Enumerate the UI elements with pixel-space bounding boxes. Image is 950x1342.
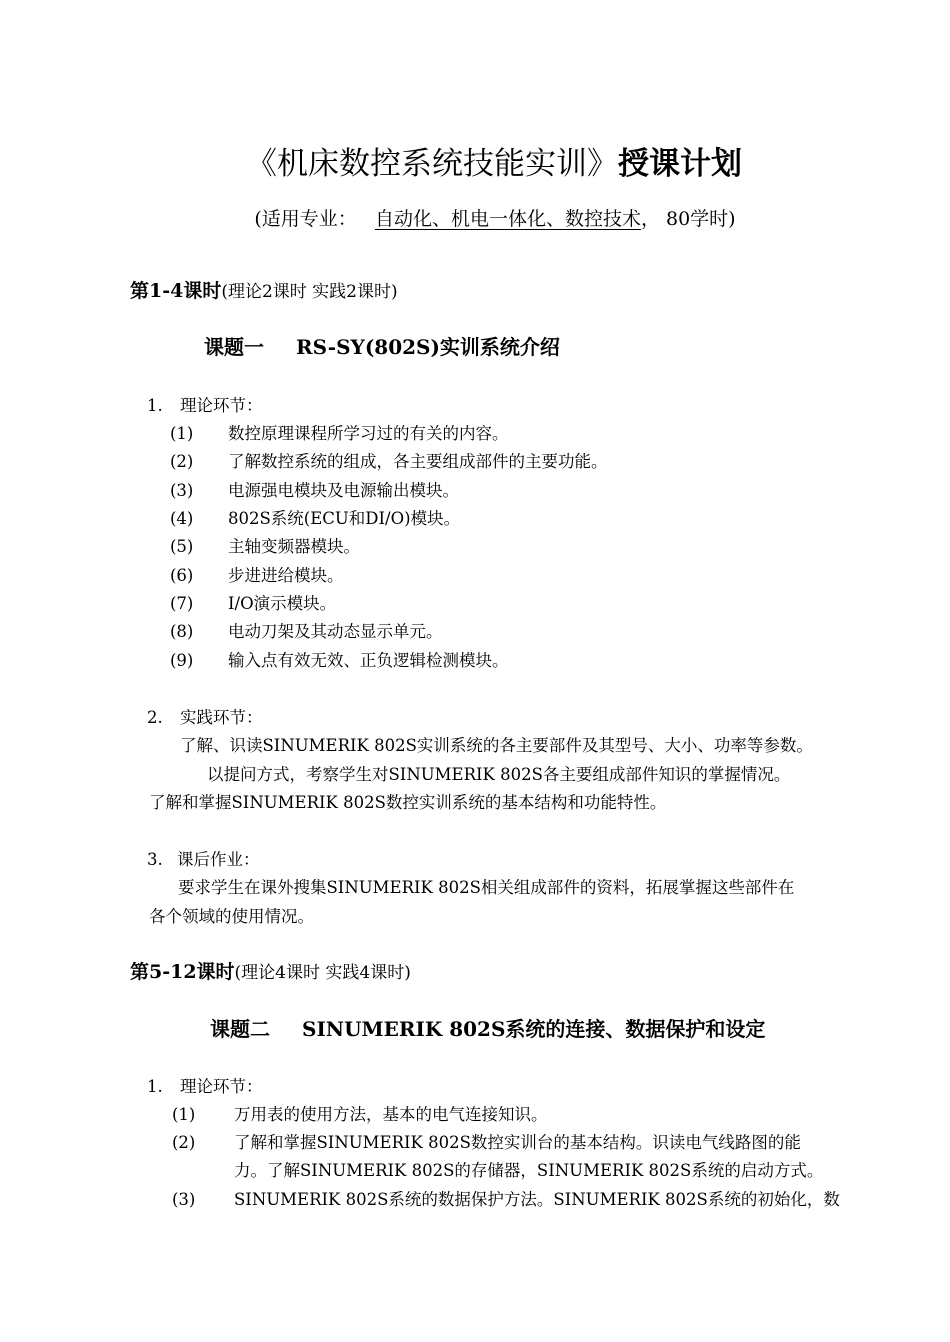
list-item-continuation: 力。了解SINUMERIK 802S的存储器，SINUMERIK 802S系统的启动方式。 [234,1161,824,1180]
item-text: 了解和掌握SINUMERIK 802S数控实训台的基本结构。识读电气线路图的能 [234,1133,801,1152]
paragraph-line: 要求学生在课外搜集SINUMERIK 802S相关组成部件的资料，拓展掌握这些部件在 [178,878,795,897]
section-number: 2. [147,708,163,727]
topic-1-label: 课题一 [204,335,264,359]
item-number: (1) [170,424,194,443]
title-plan-label: 授课计划 [618,146,742,182]
item-text: 电源强电模块及电源输出模块。 [228,481,459,500]
item-number: (1) [172,1105,196,1124]
item-text: 数控原理课程所学习过的有关的内容。 [228,424,509,443]
paragraph-line: 以提问方式，考察学生对SINUMERIK 802S各主要组成部件知识的掌握情况。 [207,765,791,784]
section-number: 1. [147,1077,163,1096]
session-2-hours: (理论4课时 实践4课时) [234,963,411,983]
section-label: 理论环节： [180,1077,263,1096]
session-2-theory-heading [147,1073,263,1097]
list-item [172,1129,801,1153]
paragraph-line: 了解、识读SINUMERIK 802S实训系统的各主要部件及其型号、大小、功率等参数。 [180,736,813,755]
item-number: (5) [170,537,194,556]
topic-2-heading [210,1013,765,1042]
paragraph-line: 各个领域的使用情况。 [149,907,314,926]
session-1-hours: (理论2课时 实践2课时) [221,282,398,302]
session-1-heading [130,276,398,303]
topic-2-label: 课题二 [210,1017,270,1041]
topic-1-title: RS-SY(802S)实训系统介绍 [296,335,560,359]
item-text: 802S系统(ECU和DI/O)模块。 [228,509,461,528]
session-1-practice-heading [147,704,263,728]
item-text: 了解数控系统的组成，各主要组成部件的主要功能。 [228,452,608,471]
subtitle-open: (适用专业： [254,208,357,230]
subtitle-majors: 自动化、机电一体化、数控技术 [374,208,641,230]
topic-1-heading [204,331,560,360]
list-item [170,420,509,444]
item-number: (2) [172,1133,196,1152]
list-item [170,533,360,557]
item-number: (8) [170,622,194,641]
list-item [170,647,509,671]
session-1-homework-heading [147,846,260,870]
item-text: 万用表的使用方法，基本的电气连接知识。 [234,1105,548,1124]
item-number: (9) [170,651,194,670]
section-label: 理论环节： [180,396,263,415]
session-1-title: 第1-4课时 [130,280,222,302]
section-number: 3. [147,850,163,869]
paragraph-line: 了解和掌握SINUMERIK 802S数控实训系统的基本结构和功能特性。 [149,793,667,812]
list-item [172,1101,548,1125]
session-2-title: 第5-12课时 [130,961,235,983]
item-number: (3) [172,1190,196,1209]
list-item [170,448,608,472]
item-number: (3) [170,481,194,500]
list-item [170,505,460,529]
document-title [0,138,950,183]
document-subtitle [0,204,950,231]
item-number: (7) [170,594,194,613]
item-text: SINUMERIK 802S系统的数据保护方法。SINUMERIK 802S系统的初始化，数 [234,1190,840,1209]
list-item [172,1186,840,1210]
item-number: (6) [170,566,194,585]
item-text: 步进进给模块。 [228,566,344,585]
session-1-theory-heading [147,392,263,416]
section-label: 实践环节： [180,708,263,727]
list-item [170,562,344,586]
item-number: (4) [170,509,194,528]
item-text: 主轴变频器模块。 [228,537,360,556]
topic-2-title: SINUMERIK 802S系统的连接、数据保护和设定 [302,1017,766,1041]
list-item [170,477,459,501]
section-number: 1. [147,396,163,415]
list-item [170,590,336,614]
subtitle-close: ， 80学时) [640,208,736,230]
item-text: 电动刀架及其动态显示单元。 [228,622,443,641]
title-course-name: 《机床数控系统技能实训》 [246,146,618,182]
session-2-heading [130,957,411,984]
list-item [170,618,443,642]
item-number: (2) [170,452,194,471]
section-label: 课后作业： [177,850,260,869]
item-text: 输入点有效无效、正负逻辑检测模块。 [228,651,509,670]
item-text: I/O演示模块。 [228,594,337,613]
